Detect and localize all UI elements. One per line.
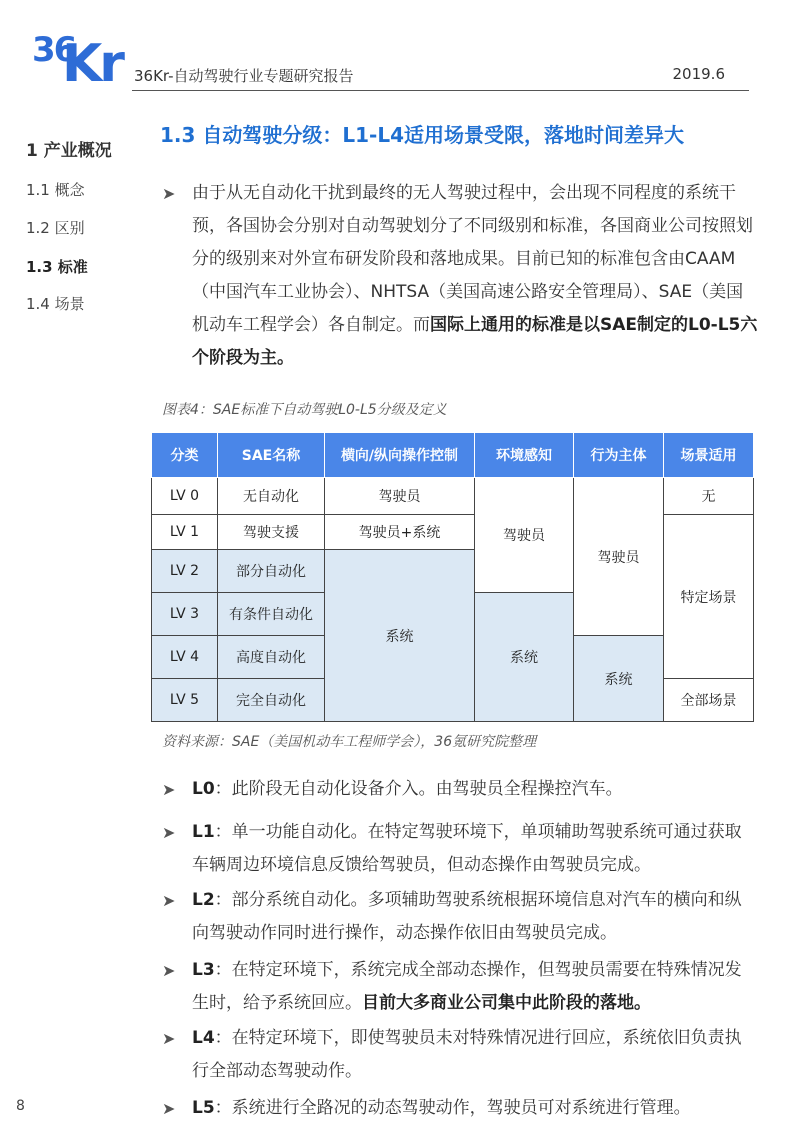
arrow-bullet-icon: ➤ [162,823,176,842]
control-cell: 驾驶员+系统 [325,515,475,550]
table-header: 场景适用 [664,433,754,478]
name-cell: 部分自动化 [218,550,325,593]
table-header: 分类 [152,433,218,478]
report-title: 36Kr-自动驾驶行业专题研究报告 [134,67,354,85]
figure-caption: 图表4：SAE标准下自动驾驶L0-L5分级及定义 [162,402,447,418]
perception-cell: 驾驶员 [475,478,574,593]
level-l1-item: ➤ L1：单一功能自动化。在特定驾驶环境下，单项辅助驾驶系统可通过获取车辆周边环境信息反馈给驾驶员，但动态操作由驾驶员完成。 [162,816,758,882]
intro-paragraph [162,177,758,375]
scenario-cell: 无 [664,478,754,515]
table-header: 横向/纵向操作控制 [325,433,475,478]
control-cell: 驾驶员 [325,478,475,515]
section-title: 1.3 自动驾驶分级：L1-L4适用场景受限，落地时间差异大 [160,123,685,147]
scenario-cell: 特定场景 [664,515,754,679]
level-l4-item: ➤ L4：在特定环境下，即使驾驶员未对特殊情况进行回应，系统依旧负责执行全部动态驾驶动作。 [162,1022,758,1088]
level-l5-item: ➤ L5：系统进行全路况的动态驾驶动作，驾驶员可对系统进行管理。 [162,1092,758,1125]
table-header: SAE名称 [218,433,325,478]
figure-source: 资料来源：SAE（美国机动车工程师学会），36氪研究院整理 [162,734,537,750]
arrow-bullet-icon: ➤ [162,891,176,910]
level-cell: LV 4 [152,636,218,679]
name-cell: 有条件自动化 [218,593,325,636]
arrow-bullet-icon: ➤ [162,780,176,799]
page-number: 8 [16,1098,25,1114]
perception-cell: 系统 [475,593,574,722]
arrow-bullet-icon: ➤ [162,961,176,980]
sidebar-heading: 1 产业概况 [26,141,112,161]
scenario-cell: 全部场景 [664,679,754,722]
intro-text: 由于从无自动化干扰到最终的无人驾驶过程中，会出现不同程度的系统干预，各国协会分别对自动驾驶划分了不同级别和标准，各国商业公司按照划分的级别来对外宣布研发阶段和落地成果。目前已知的标准包含由CAAM（中国汽车工业协会）、NHTSA（美国高速公路安全管理局）、SAE（美国机动车工程学会）各自制定。而 [192,183,753,335]
name-cell: 无自动化 [218,478,325,515]
arrow-bullet-icon: ➤ [162,184,176,203]
sae-levels-table [151,432,754,722]
level-cell: LV 1 [152,515,218,550]
table-header: 行为主体 [574,433,664,478]
control-cell: 系统 [325,550,475,722]
36kr-logo: 36 Kr [32,30,122,94]
actor-cell: 驾驶员 [574,478,664,636]
name-cell: 高度自动化 [218,636,325,679]
sidebar-item-scenario[interactable]: 1.4 场景 [26,295,85,313]
arrow-bullet-icon: ➤ [162,1029,176,1048]
sidebar-item-concept[interactable]: 1.1 概念 [26,181,85,199]
level-cell: LV 2 [152,550,218,593]
level-cell: LV 3 [152,593,218,636]
level-l3-item: ➤ L3：在特定环境下，系统完成全部动态操作，但驾驶员需要在特殊情况发生时，给予系统回应。目前大多商业公司集中此阶段的落地。 [162,954,758,1020]
level-cell: LV 5 [152,679,218,722]
name-cell: 驾驶支援 [218,515,325,550]
actor-cell: 系统 [574,636,664,722]
level-cell: LV 0 [152,478,218,515]
name-cell: 完全自动化 [218,679,325,722]
level-l0-item: ➤ L0：此阶段无自动化设备介入。由驾驶员全程操控汽车。 [162,773,758,806]
table-row [152,515,754,550]
table-row [152,478,754,515]
sidebar-item-standard[interactable]: 1.3 标准 [26,258,88,276]
level-l2-item: ➤ L2：部分系统自动化。多项辅助驾驶系统根据环境信息对汽车的横向和纵向驾驶动作同时进行操作，动态操作依旧由驾驶员完成。 [162,884,758,950]
table-header: 环境感知 [475,433,574,478]
header-divider [132,90,749,91]
arrow-bullet-icon: ➤ [162,1099,176,1118]
intro-bold-text: 国际上通用的标准是以SAE制定的L0-L5六个阶段为主。 [192,315,758,368]
report-date: 2019.6 [672,65,725,83]
sidebar-item-difference[interactable]: 1.2 区别 [26,219,85,237]
